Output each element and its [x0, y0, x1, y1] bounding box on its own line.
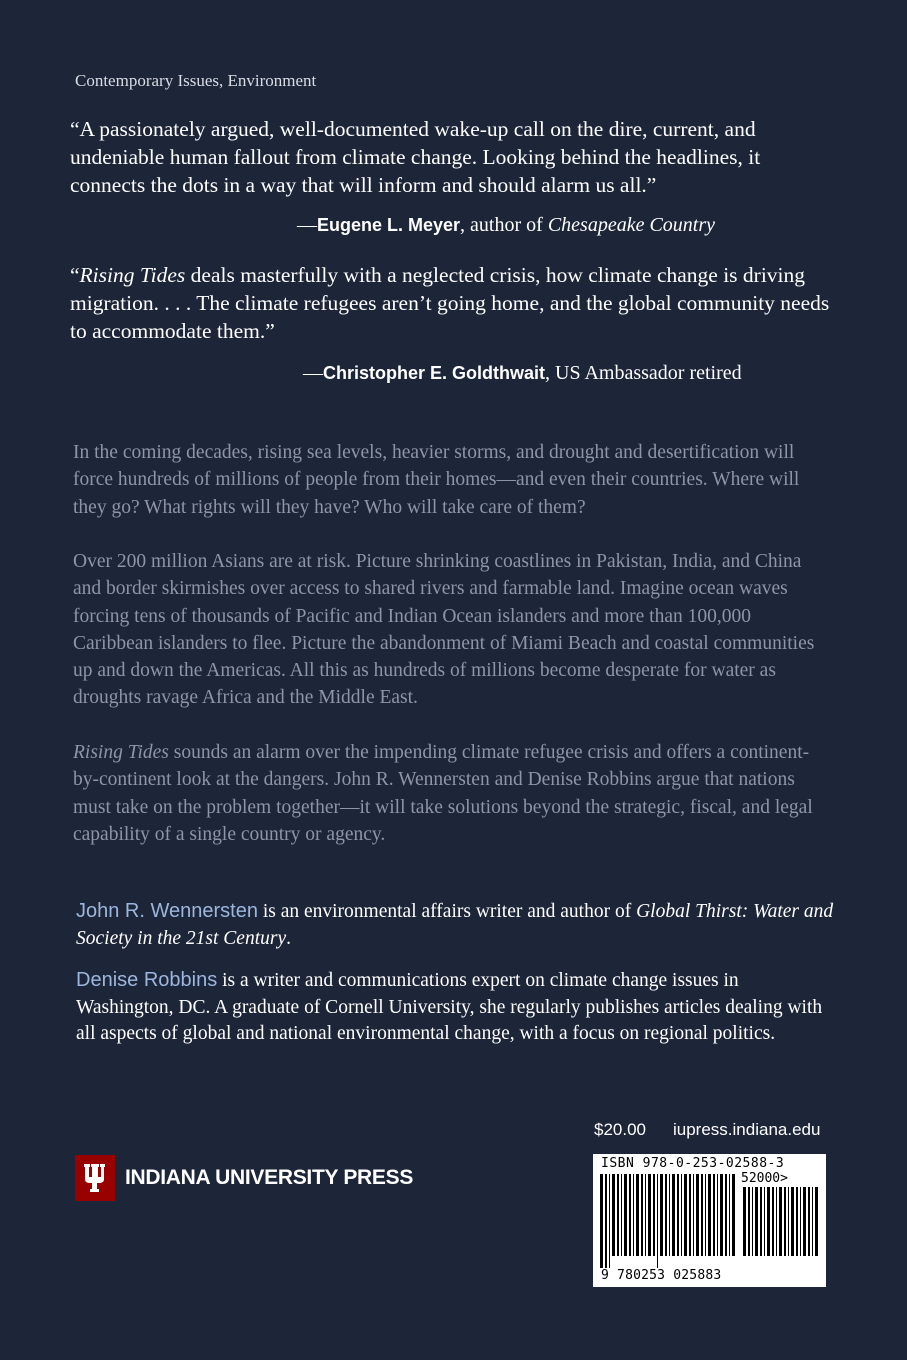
blurb-paragraph-3-text: sounds an alarm over the impending climate refugee crisis and offers a continent-by-continent look at the dangers. John R. Wennersten and Denise Robbins argue that nations must take on the problem together—it will take solutions beyond the strategic, fiscal, and legal capability of a single country or agency. [73, 742, 813, 845]
barcode-bar [743, 1187, 746, 1256]
barcode-bar [684, 1174, 687, 1256]
review-quote-1 [70, 115, 840, 199]
barcode-bar [657, 1174, 658, 1268]
author-bio-1-text: is an environmental affairs writer and author of [257, 901, 637, 922]
barcode-bar [645, 1174, 646, 1256]
barcode-bar [609, 1174, 610, 1268]
barcode-bar [629, 1174, 631, 1256]
barcode-bar [705, 1174, 706, 1256]
quote-1-work: Chesapeake Country [547, 214, 715, 236]
barcode-bar [677, 1174, 679, 1256]
barcode-bar [748, 1187, 750, 1256]
barcode-bar [672, 1174, 675, 1256]
quote-1-attribution [297, 214, 715, 237]
barcode-bar [815, 1187, 818, 1256]
barcode-bar [617, 1174, 619, 1256]
barcode-bar [708, 1174, 711, 1256]
barcode-bar [752, 1187, 753, 1256]
blurb-paragraph-2: Over 200 million Asians are at risk. Picture shrinking coastlines in Pakistan, India, and China and border skirmishes over access to shared rivers and farmable land. Imagine ocean waves forcing tens of thousands of Pacific and Indian Ocean islanders and more than 100,000 Caribbean islanders to flee. Picture the abandonment of Miami Beach and coastal communities up and down the Americas. All this as hundreds of millions become desperate for water as droughts ravage Africa and the Middle East. [73, 551, 815, 709]
barcode-bar [717, 1174, 718, 1256]
barcode-bars [598, 1174, 738, 1268]
author-bio-2 [76, 967, 836, 1048]
barcode-bar [633, 1174, 634, 1256]
price-code: 52000> [741, 1171, 788, 1186]
quote-2-role: , US Ambassador retired [545, 362, 742, 384]
author-name-2: Denise Robbins [76, 969, 218, 991]
price-label: $20.00 [594, 1120, 646, 1139]
barcode-bar [725, 1174, 727, 1256]
barcode-bar [800, 1187, 801, 1256]
publisher-name: INDIANA UNIVERSITY PRESS [125, 1166, 414, 1189]
barcode-bar [767, 1187, 770, 1256]
category-label: Contemporary Issues, Environment [75, 71, 317, 90]
author-bio-1-work: Global Thirst: Water and Society in the 21st Century [76, 901, 834, 949]
barcode-bar [812, 1187, 813, 1256]
author-bio-1 [76, 898, 836, 952]
open-quote: “ [70, 263, 80, 287]
barcode-bar [641, 1174, 643, 1256]
quote-2-book-title: Rising Tides [79, 263, 186, 287]
dash: — [297, 214, 317, 236]
quote-2-attribution [303, 362, 742, 385]
dash: — [303, 362, 323, 384]
blurb-book-title: Rising Tides [73, 742, 169, 763]
barcode-bar [729, 1174, 730, 1256]
quote-1-text: “A passionately argued, well-documented wake-up call on the dire, current, and undeniable human fallout from climate change. Looking behind the headlines, it connects the dots in a way that will inform and should alarm us all.” [70, 117, 761, 197]
website-link[interactable]: iupress.indiana.edu [673, 1120, 821, 1139]
barcode-bar [660, 1174, 663, 1256]
barcode-bar [779, 1187, 782, 1256]
barcode-bar [808, 1187, 810, 1256]
barcode-bar [776, 1187, 777, 1256]
isbn-label: ISBN 978-0-253-02588-3 [601, 1156, 785, 1171]
barcode-bar [755, 1187, 758, 1256]
ean-digits: 9 780253 025883 [601, 1268, 722, 1283]
author-bio-2-text: is a writer and communications expert on climate change issues in Washington, DC. A graduate of Cornell University, she regularly publishes articles dealing with all aspects of global and national environmental change, with a focus on regional politics. [76, 970, 823, 1044]
blurb-paragraph-3 [73, 739, 833, 848]
blurb-paragraph-1: In the coming decades, rising sea levels, heavier storms, and drought and desertification will force hundreds of millions of people from their homes—and even their countries. Where will they go? What rights will they have? Who will take care of them? [73, 442, 800, 518]
quote-1-role: , author of [460, 214, 548, 236]
barcode-bar [621, 1174, 622, 1256]
barcode-bar [760, 1187, 762, 1256]
barcode-bar [772, 1187, 774, 1256]
barcode-bar [653, 1174, 655, 1256]
barcode-bar [636, 1174, 639, 1256]
barcode-bar [605, 1174, 607, 1268]
barcode-bar [784, 1187, 786, 1256]
barcode-bar [693, 1174, 694, 1256]
publisher-logo [75, 1155, 413, 1201]
barcode-bar [701, 1174, 703, 1256]
barcode-bar [803, 1187, 806, 1256]
barcode-bar [648, 1174, 651, 1256]
barcode-bar [696, 1174, 699, 1256]
barcode-bar [669, 1174, 670, 1256]
barcode-bar [732, 1174, 735, 1256]
addon-barcode-bars [741, 1187, 821, 1268]
barcode-bar [788, 1187, 789, 1256]
barcode-bar [665, 1174, 667, 1256]
quote-2-text: deals masterfully with a neglected crisis, how climate change is driving migration. . . . The climate refugees aren’t going home, and the global community needs to accommodate them.” [70, 263, 830, 343]
barcode-bar [796, 1187, 798, 1256]
barcode-bar [689, 1174, 691, 1256]
isbn-barcode [593, 1154, 826, 1287]
bio-1-end: . [286, 927, 291, 949]
review-quote-2 [70, 261, 840, 345]
author-name-1: John R. Wennersten [76, 900, 258, 922]
trident-icon [75, 1155, 115, 1201]
barcode-bar [612, 1174, 615, 1256]
barcode-bar [791, 1187, 794, 1256]
quote-2-author: Christopher E. Goldthwait [323, 363, 546, 383]
barcode-bar [681, 1174, 682, 1256]
barcode-bar [713, 1174, 715, 1256]
barcode-bar [764, 1187, 765, 1256]
barcode-bar [720, 1174, 723, 1256]
barcode-bar [624, 1174, 627, 1256]
barcode-bar [600, 1174, 603, 1268]
quote-1-author: Eugene L. Meyer [317, 215, 461, 235]
